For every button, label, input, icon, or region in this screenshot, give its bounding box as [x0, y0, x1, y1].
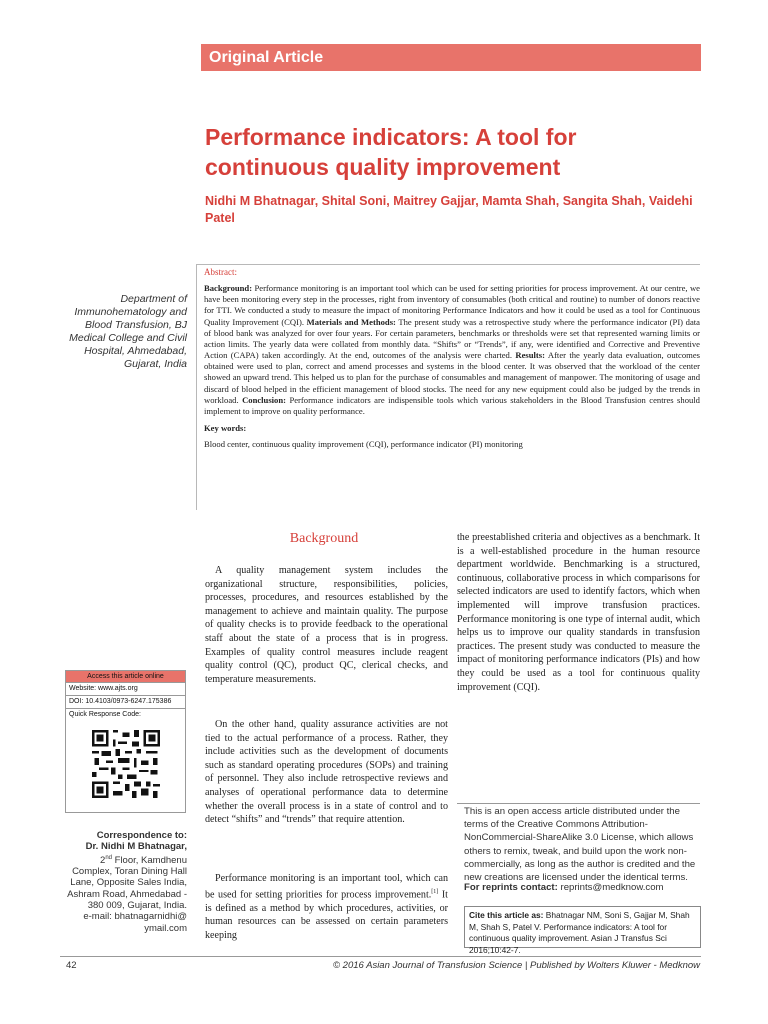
access-heading: Access this article online	[66, 671, 185, 682]
body-column-left-3	[205, 872, 448, 942]
abstract-results-label: Results:	[515, 350, 545, 361]
paragraph: A quality management system includes the organizational structure, responsibilities, policies, processes, procedures, and resources established by the management to achieve and maintain quality. The purpose of quality checks is to provide feedback to the operational staff about the state of a process that is in progress. Examples of quality control measures include reagent quality control (QC), product QC, clerical checks, and temperature measurements.	[205, 565, 448, 685]
abstract-conclusion-text: Performance indicators are indispensible tools which various stakeholders in the Blood Transfusion centres should implement to improve on quality performance.	[204, 394, 700, 416]
abstract-methods-text: The present study was a retrospective study where the performance indicator (PI) data of blood bank was analyzed for over four years. For certain parameters, benchmarks or thresholds were set that represented warning limits or action limits. The yearly data were collated from monthly data. “Shifts” or “Trends”, if any, were identified and Corrective and Preventive Action (CAPA) taken accordingly. At the end, outcomes of the analysis were charted.	[204, 316, 700, 361]
abstract-results-text: After the yearly data evaluation, outcomes obtained were used to plan, correct and amend processes and systems in the blood center. It was observed that the workload of the center showed an upward trend. This helped us to plan for the purchase of consumables and management of manpower. The monitoring of usage and discard of blood helped in the efficient management of blood stocks. The need for any new equipment could also be judged by the trends in workload.	[204, 350, 700, 405]
abstract-background-text: Performance monitoring is an important tool which can be used for setting priorities for process improvement. At our centre, we have been monitoring every step in the processes, right from inventory of consumables (both critical and routine) to number of donors reactive for TTI. We conducted a study to measure the impact of monitoring Performance Indicators and how it could be used as a tool for Continuous Quality Improvement (CQI).	[204, 283, 700, 327]
reprints-email[interactable]: reprints@medknow.com	[557, 882, 664, 893]
open-access-notice: This is an open access article distributed under the terms of the Creative Commons Attribution-NonCommercial-ShareAlike 3.0 License, which allows others to remix, tweak, and build upon the work non-commercially, as long as the author is credited and the new creations are licensed under the identical terms.	[464, 806, 696, 884]
author-affiliation: Department of Immunohematology and Blood Transfusion, BJ Medical College and Civil Hospital, Ahmedabad, Gujarat, India	[69, 293, 187, 370]
article-type-banner: Original Article	[201, 44, 701, 71]
doi-link[interactable]: DOI: 10.4103/0973-6247.175386	[66, 695, 185, 708]
footer-divider	[60, 956, 701, 957]
qr-code-icon[interactable]	[92, 730, 160, 798]
journal-footer: © 2016 Asian Journal of Transfusion Science | Published by Wolters Kluwer - Medknow	[333, 960, 700, 971]
author-list: Nidhi M Bhatnagar, Shital Soni, Maitrey Gajjar, Mamta Shah, Sangita Shah, Vaidehi Patel	[205, 194, 693, 225]
citation-ref[interactable]: [1]	[431, 888, 439, 895]
page-number: 42	[66, 960, 77, 971]
abstract-box	[196, 264, 700, 510]
abstract-body	[204, 283, 700, 417]
keywords-heading: Key words:	[204, 423, 247, 434]
paragraph: On the other hand, quality assurance activities are not tied to the actual performance of a process. Rather, they include activities such as the development of documents such as standard operating procedures (SOPs) and training of personnel. They also include retrospective reviews and analyses of operational performance data to determine whether the overall process is in a state of control and to detect “shifts” and “trends” that require attention.	[205, 719, 448, 826]
correspondence-name: Dr. Nidhi M Bhatnagar,	[85, 841, 187, 853]
abstract-conclusion-label: Conclusion:	[242, 394, 286, 405]
abstract-heading: Abstract:	[204, 267, 237, 277]
correspondence-heading: Correspondence to:	[96, 830, 187, 841]
keywords-text: Blood center, continuous quality improvement (CQI), performance indicator (PI) monitoring	[204, 439, 523, 450]
body-column-left-2	[205, 718, 448, 827]
website-link[interactable]: Website: www.ajts.org	[66, 682, 185, 695]
correspondence-email[interactable]: e-mail: bhatnagarnidhi@ ymail.com	[83, 911, 187, 934]
paragraph: Performance monitoring is an important tool, which can be used for setting priorities for process improvement.[1] It is defined as a method by which procedures, activities, or human resources can be assessed on certain parameters keeping	[205, 873, 448, 941]
qr-label: Quick Response Code:	[66, 708, 185, 721]
divider	[457, 803, 700, 804]
correspondence-block	[60, 830, 187, 934]
reprints-contact: For reprints contact: reprints@medknow.com	[464, 882, 664, 893]
abstract-methods-label: Materials and Methods:	[306, 316, 396, 327]
paragraph: the preestablished criteria and objectives as a benchmark. It is a well-established procedure in the human resource department worldwide. Benchmarking is a structured, continuous, collaborative process in which comparisons for selected indicators are used to identify factors, which when implemented will improve transfusion practices. Performance monitoring is one type of internal audit, which helps us to improve our quality standards in transfusion practices. The present study was conducted to measure the impact of monitoring performance indicators (PIs) and how they could be used as a tool for continuous quality improvement (CQI).	[457, 532, 700, 693]
section-heading-background: Background	[289, 531, 359, 546]
article-title: Performance indicators: A tool for continuous quality improvement	[205, 124, 577, 180]
citation-box: Cite this article as: Bhatnagar NM, Soni S, Gajjar M, Shah M, Shah S, Patel V. Performance indicators: A tool for continuous quality improvement. Asian J Transfus Sci 2016;10:42-7.	[464, 906, 701, 948]
body-column-left	[205, 564, 448, 686]
abstract-background-label: Background:	[204, 283, 253, 294]
body-column-right	[457, 531, 700, 694]
correspondence-address: 2nd Floor, Kamdhenu Complex, Toran Dining Hall Lane, Opposite Sales India, Ashram Road, Ahmedabad - 380 009, Gujarat, India.	[67, 854, 187, 911]
